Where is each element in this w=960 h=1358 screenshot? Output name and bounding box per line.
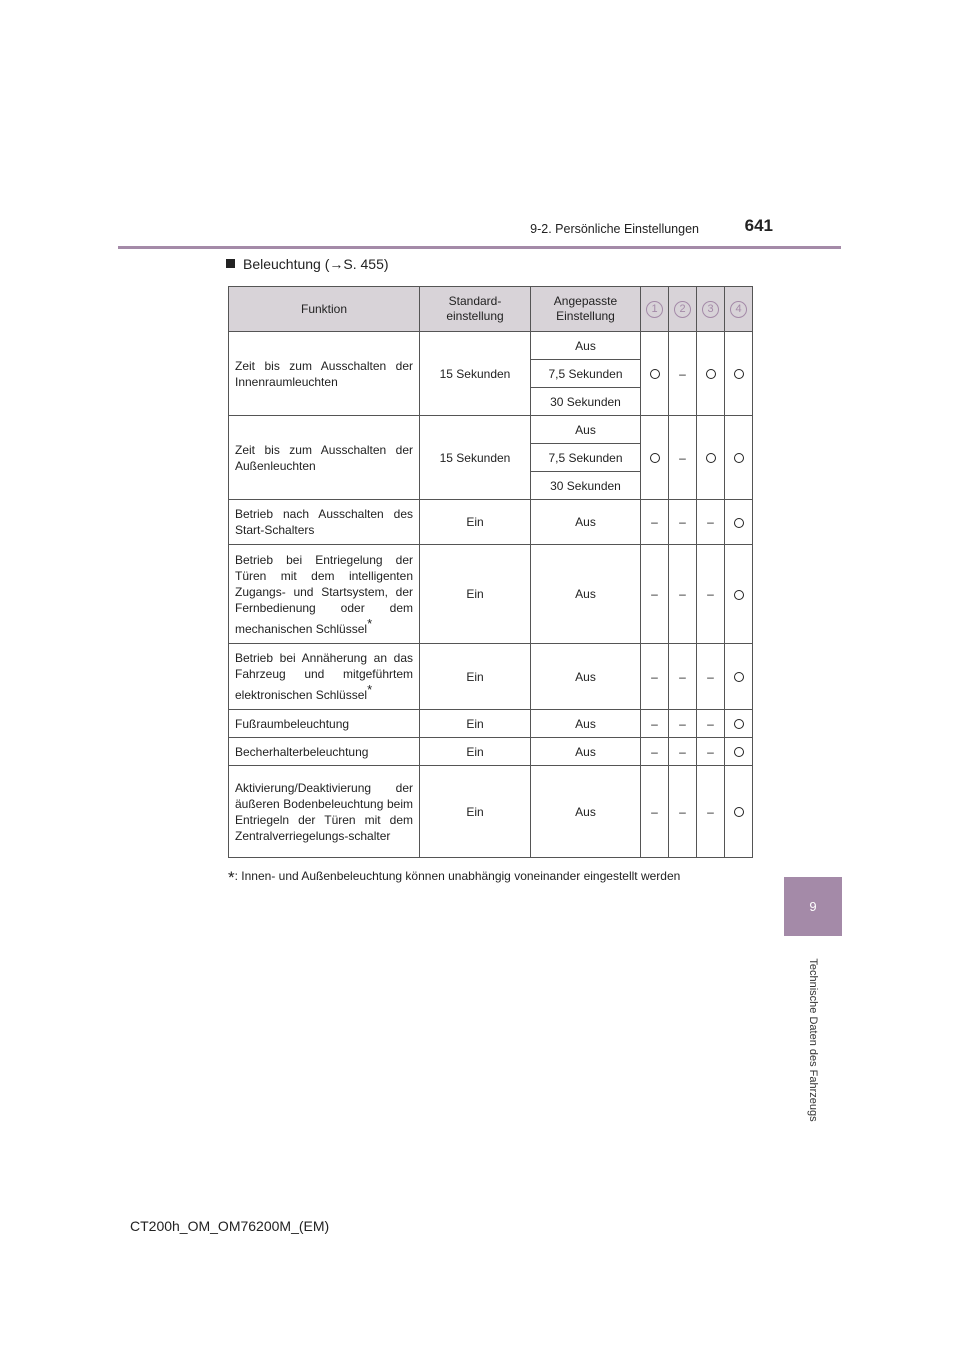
table-row [229, 766, 753, 858]
availability-cell [697, 644, 725, 710]
standard-cell: 15 Sekunden [420, 416, 531, 500]
custom-setting-cell: Aus [531, 416, 641, 444]
availability-cell [669, 710, 697, 738]
standard-cell: Ein [420, 710, 531, 738]
function-text: Zeit bis zum Ausschalten der Außenleuchten [235, 442, 413, 473]
circle-mark-icon [734, 453, 744, 463]
standard-cell: Ein [420, 738, 531, 766]
circle-mark-icon [650, 453, 660, 463]
availability-cell [641, 710, 669, 738]
function-cell [229, 710, 420, 738]
circle-mark-icon [734, 672, 744, 682]
table-row [229, 332, 753, 360]
function-text: Betrieb nach Ausschalten des Start-Schalters [235, 507, 413, 537]
function-cell [229, 332, 420, 416]
chapter-title: Technische Daten des Fahrzeugs [807, 958, 819, 1122]
circle-mark-icon [734, 518, 744, 528]
function-text: Zeit bis zum Ausschalten der Innenraumleuchten [235, 358, 413, 389]
availability-cell [725, 644, 753, 710]
function-text: Becherhalterbeleuchtung [235, 744, 369, 759]
footnote-marker: * [367, 615, 373, 631]
custom-setting-cell: Aus [531, 500, 641, 545]
availability-cell [669, 738, 697, 766]
availability-cell [669, 644, 697, 710]
function-cell [229, 766, 420, 858]
availability-cell [641, 545, 669, 644]
availability-cell [697, 738, 725, 766]
col-num-3 [697, 287, 725, 332]
custom-setting-cell: Aus [531, 766, 641, 858]
circle-mark-icon [734, 807, 744, 817]
table-header-row [229, 287, 753, 332]
number-1-icon: 1 [646, 301, 663, 318]
dash-mark: – [679, 366, 686, 381]
dash-mark: – [679, 515, 686, 530]
availability-cell [641, 416, 669, 500]
circle-mark-icon [650, 369, 660, 379]
availability-cell [725, 766, 753, 858]
dash-mark: – [651, 587, 658, 602]
custom-setting-cell: 7,5 Sekunden [531, 444, 641, 472]
col-num-1 [641, 287, 669, 332]
dash-mark: – [707, 669, 714, 684]
function-cell [229, 738, 420, 766]
availability-cell [697, 500, 725, 545]
availability-cell [669, 500, 697, 545]
page-number: 641 [744, 216, 773, 235]
standard-cell: Ein [420, 644, 531, 710]
availability-cell [697, 545, 725, 644]
number-2-icon: 2 [674, 301, 691, 318]
standard-cell: 15 Sekunden [420, 332, 531, 416]
circle-mark-icon [706, 369, 716, 379]
footnote [228, 868, 680, 888]
custom-setting-cell: Aus [531, 738, 641, 766]
custom-setting-cell: Aus [531, 644, 641, 710]
function-cell [229, 416, 420, 500]
availability-cell [725, 500, 753, 545]
availability-cell [725, 416, 753, 500]
footnote-star: * [228, 868, 235, 887]
dash-mark: – [679, 450, 686, 465]
function-cell [229, 500, 420, 545]
section-title: 9-2. Persönliche Einstellungen [530, 222, 699, 236]
dash-mark: – [651, 515, 658, 530]
function-cell [229, 644, 420, 710]
custom-setting-cell: 7,5 Sekunden [531, 360, 641, 388]
dash-mark: – [707, 515, 714, 530]
dash-mark: – [679, 587, 686, 602]
table-row [229, 500, 753, 545]
custom-setting-cell: Aus [531, 332, 641, 360]
dash-mark: – [707, 744, 714, 759]
function-text: Betrieb bei Annäherung an das Fahrzeug und mitgeführtem elektronischen Schlüssel [235, 651, 413, 702]
col-standard-header: Standard-einstellung [420, 287, 531, 332]
function-text: Betrieb bei Entriegelung der Türen mit dem intelligenten Zugangs- und Startsystem, der Fernbedienung oder dem mechanischen Schlüssel [235, 552, 413, 636]
standard-cell: Ein [420, 545, 531, 644]
function-text: Aktivierung/Deaktivierung der äußeren Bodenbeleuchtung beim Entriegeln der Türen mit dem Zentralverriegelungs-schalter [235, 780, 413, 843]
table-row [229, 644, 753, 710]
chapter-tab [784, 877, 842, 936]
dash-mark: – [651, 804, 658, 819]
dash-mark: – [651, 716, 658, 731]
square-bullet-icon [226, 259, 235, 268]
section-heading [226, 256, 389, 272]
dash-mark: – [651, 669, 658, 684]
settings-table [228, 286, 753, 858]
circle-mark-icon [734, 719, 744, 729]
table-row [229, 416, 753, 444]
availability-cell [725, 545, 753, 644]
availability-cell [725, 738, 753, 766]
col-custom-header: Angepasste Einstellung [531, 287, 641, 332]
col-num-2 [669, 287, 697, 332]
availability-cell [641, 500, 669, 545]
dash-mark: – [707, 804, 714, 819]
dash-mark: – [679, 804, 686, 819]
availability-cell [641, 644, 669, 710]
circle-mark-icon [734, 369, 744, 379]
function-text: Fußraumbeleuchtung [235, 716, 350, 731]
circle-mark-icon [734, 747, 744, 757]
custom-setting-cell: 30 Sekunden [531, 472, 641, 500]
availability-cell [669, 416, 697, 500]
availability-cell [641, 766, 669, 858]
heading-text: Beleuchtung (→S. 455) [243, 256, 389, 272]
availability-cell [725, 332, 753, 416]
availability-cell [697, 332, 725, 416]
availability-cell [641, 332, 669, 416]
col-function-header: Funktion [229, 287, 420, 332]
page-header [118, 214, 841, 249]
table-row [229, 545, 753, 644]
availability-cell [697, 766, 725, 858]
table-row [229, 710, 753, 738]
dash-mark: – [651, 744, 658, 759]
availability-cell [641, 738, 669, 766]
dash-mark: – [679, 716, 686, 731]
availability-cell [669, 332, 697, 416]
custom-setting-cell: Aus [531, 545, 641, 644]
custom-setting-cell: Aus [531, 710, 641, 738]
table-row [229, 738, 753, 766]
standard-cell: Ein [420, 500, 531, 545]
custom-setting-cell: 30 Sekunden [531, 388, 641, 416]
circle-mark-icon [706, 453, 716, 463]
circle-mark-icon [734, 590, 744, 600]
footnote-marker: * [367, 682, 373, 697]
chapter-number: 9 [809, 899, 817, 914]
dash-mark: – [679, 669, 686, 684]
dash-mark: – [707, 587, 714, 602]
footnote-text: : Innen- und Außenbeleuchtung können unabhängig voneinander eingestellt werden [234, 869, 681, 883]
availability-cell [725, 710, 753, 738]
availability-cell [697, 416, 725, 500]
standard-cell: Ein [420, 766, 531, 858]
document-code: CT200h_OM_OM76200M_(EM) [130, 1218, 330, 1234]
number-3-icon: 3 [702, 301, 719, 318]
col-num-4 [725, 287, 753, 332]
availability-cell [669, 766, 697, 858]
dash-mark: – [707, 716, 714, 731]
number-4-icon: 4 [730, 301, 747, 318]
dash-mark: – [679, 744, 686, 759]
function-cell [229, 545, 420, 644]
availability-cell [697, 710, 725, 738]
availability-cell [669, 545, 697, 644]
